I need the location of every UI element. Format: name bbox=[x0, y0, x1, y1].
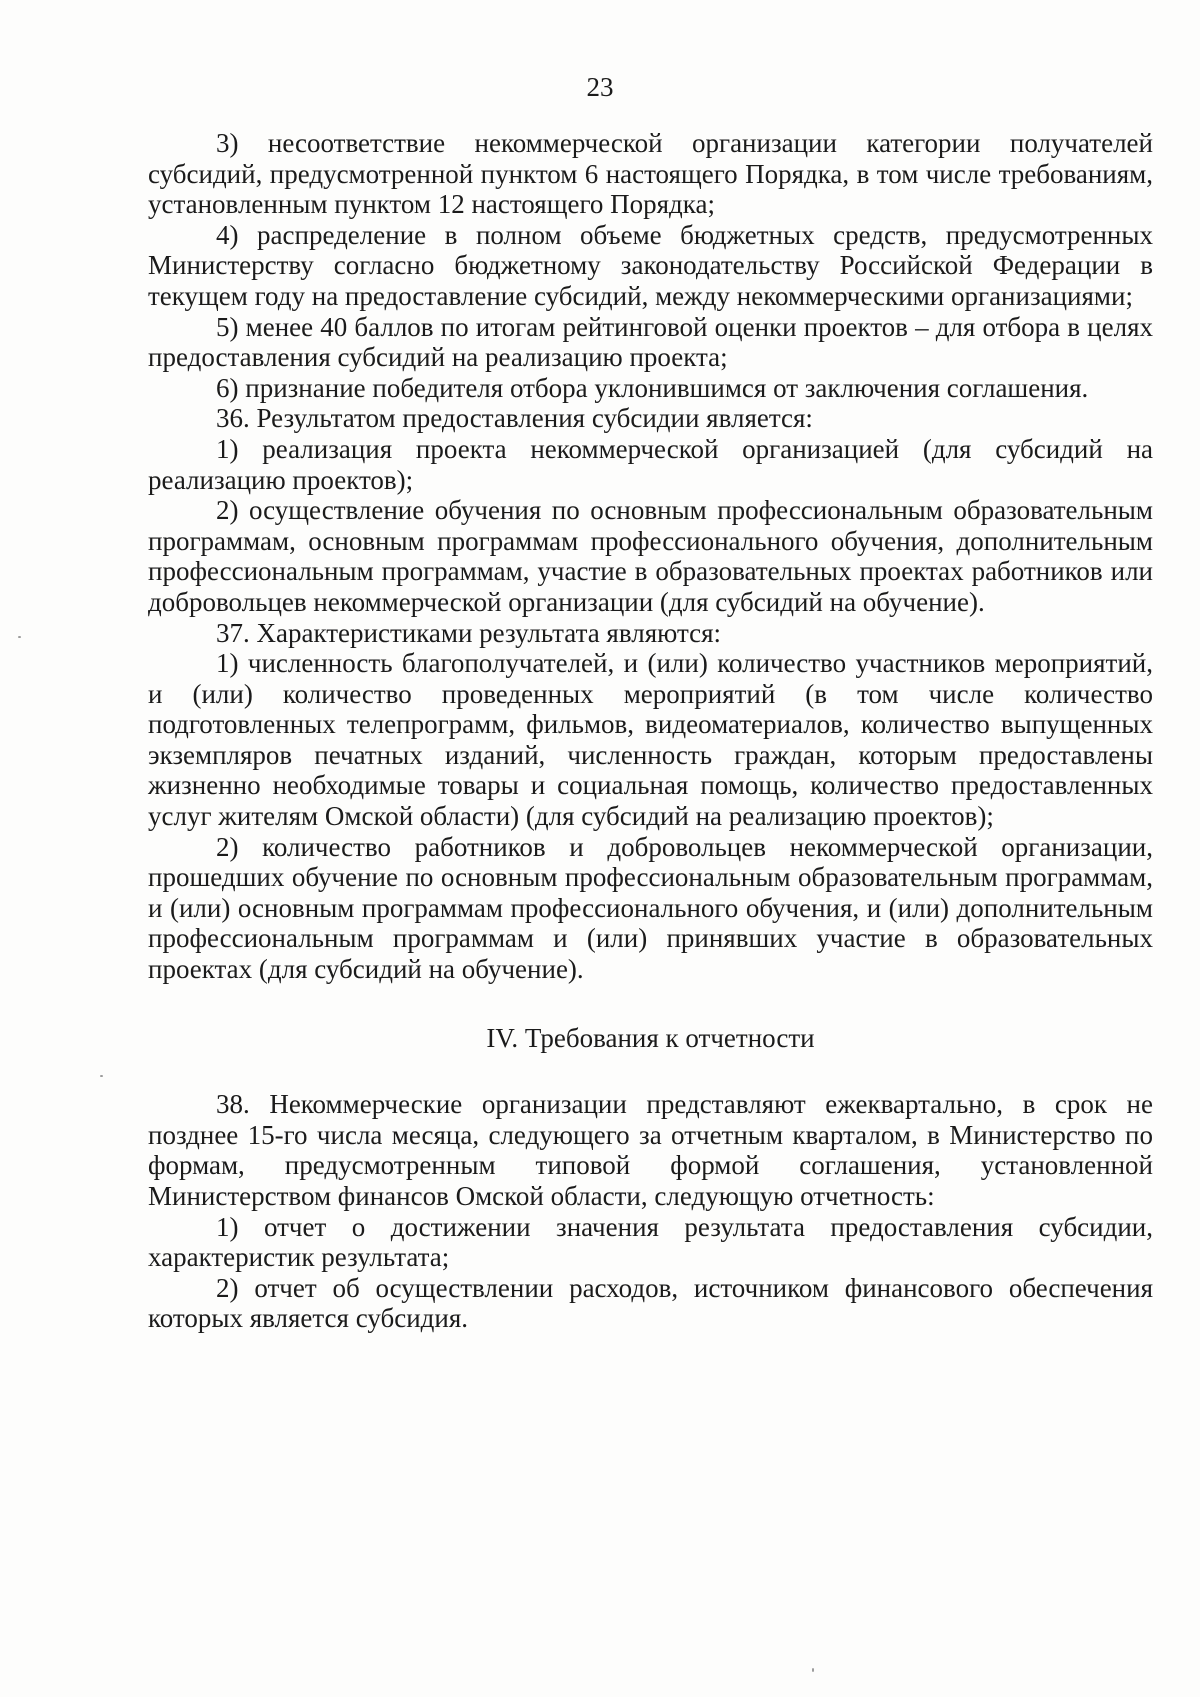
paragraph-clause-38: 38. Некоммерческие организации представляют ежеквартально, в срок не позднее 15-го числа месяца, следующего за отчетным кварталом, в Министерство по формам, предусмотренным типовой формой соглашения, установленной Министерством финансов Омской области, следующую отчетность: bbox=[148, 1089, 1153, 1211]
scan-speck bbox=[18, 636, 21, 638]
paragraph-item-5: 5) менее 40 баллов по итогам рейтинговой оценки проектов – для отбора в целях предоставления субсидий на реализацию проекта; bbox=[148, 311, 1153, 373]
paragraph-clause-38-item-2: 2) отчет об осуществлении расходов, источником финансового обеспечения которых является субсидия. bbox=[148, 1272, 1153, 1334]
paragraph-clause-38-item-1: 1) отчет о достижении значения результата предоставления субсидии, характеристик результата; bbox=[148, 1211, 1153, 1273]
paragraph-clause-36-item-2: 2) осуществление обучения по основным профессиональным образовательным программам, основным программам профессионального обучения, дополнительным профессиональным программам, участие в образовательных проектах работников или добровольцев некоммерческой организации (для субсидий на обучение). bbox=[148, 495, 1153, 617]
paragraph-item-6: 6) признание победителя отбора уклонившимся от заключения соглашения. bbox=[216, 372, 1089, 403]
document-body bbox=[148, 128, 1153, 1334]
paragraph-clause-36-item-1: 1) реализация проекта некоммерческой организацией (для субсидий на реализацию проектов); bbox=[148, 433, 1153, 495]
scan-speck bbox=[812, 1668, 814, 1672]
paragraph-clause-37: 37. Характеристиками результата являются: bbox=[216, 617, 721, 648]
scan-speck bbox=[100, 1075, 103, 1077]
paragraph-clause-37-item-1: 1) численность благополучателей, и (или) количество участников мероприятий, и (или) количество проведенных мероприятий (в том числе количество подготовленных телепрограмм, фильмов, видеоматериалов, количество выпущенных экземпляров печатных изданий, численность граждан, которым предоставлены жизненно необходимые товары и социальная помощь, количество предоставленных услуг жителям Омской области) (для субсидий на реализацию проектов); bbox=[148, 648, 1153, 832]
paragraph-item-4: 4) распределение в полном объеме бюджетных средств, предусмотренных Министерству согласно бюджетному законодательству Российской Федерации в текущем году на предоставление субсидий, между некоммерческими организациями; bbox=[148, 219, 1153, 311]
paragraph-clause-37-item-2: 2) количество работников и добровольцев некоммерческой организации, прошедших обучение по основным профессиональным образовательным программам, и (или) основным программам профессионального обучения, и (или) дополнительным профессиональным программам и (или) принявших участие в образовательных проектах (для субсидий на обучение). bbox=[148, 831, 1153, 985]
page-number: 23 bbox=[586, 72, 614, 102]
paragraph-item-3: 3) несоответствие некоммерческой организации категории получателей субсидий, предусмотренной пунктом 6 настоящего Порядка, в том числе требованиям, установленным пунктом 12 настоящего Порядка; bbox=[148, 128, 1153, 220]
paragraph-clause-36: 36. Результатом предоставления субсидии является: bbox=[216, 403, 813, 434]
section-heading: IV. Требования к отчетности bbox=[486, 1022, 815, 1053]
